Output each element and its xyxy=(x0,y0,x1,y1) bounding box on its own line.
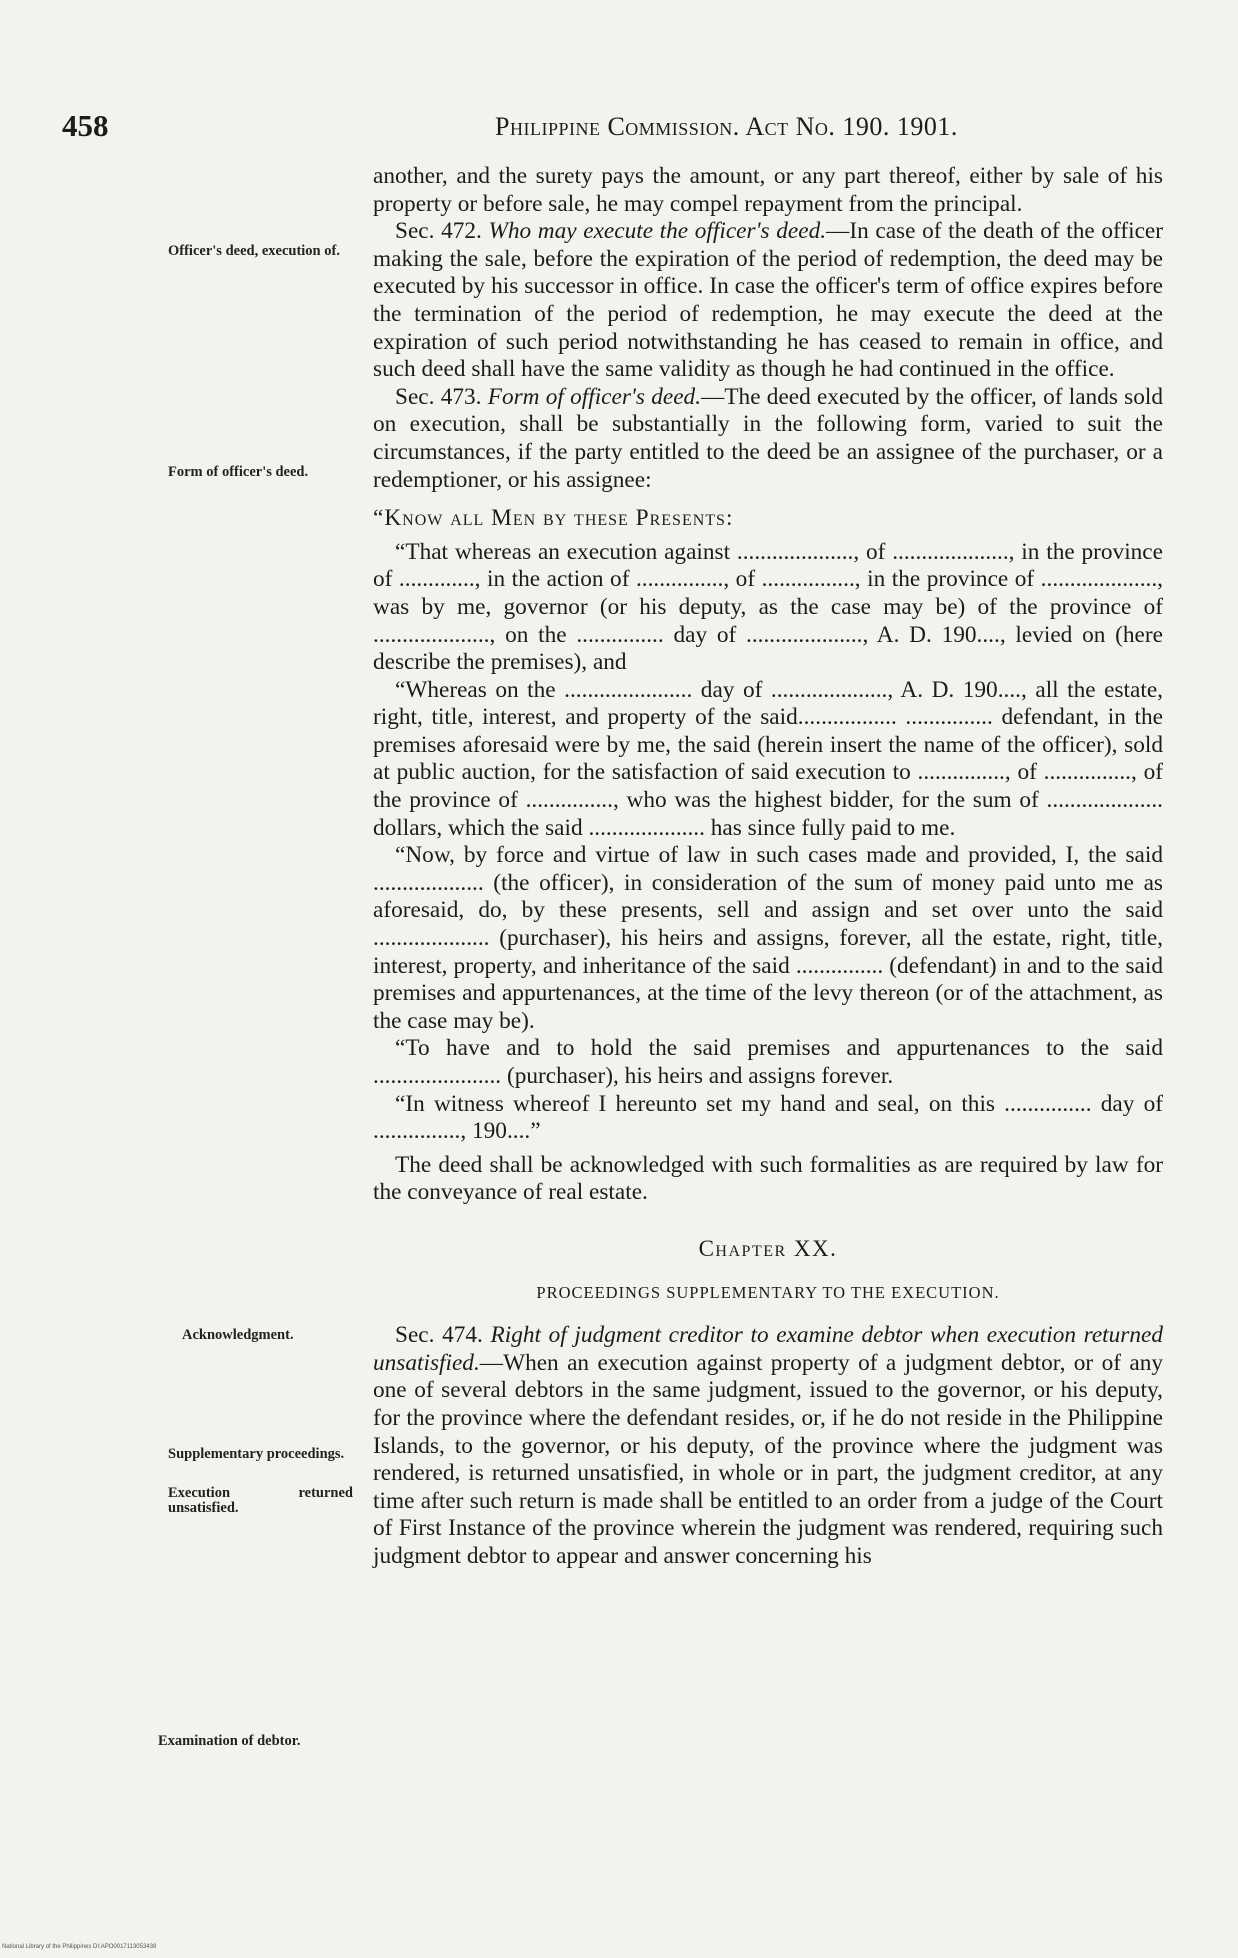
section-474-title: Right of judgment creditor to examine debtor when execution returned unsatisfied. xyxy=(373,1322,1163,1376)
section-472-title: Who may execute the officer's deed. xyxy=(488,218,827,245)
footer-credit: National Library of the Philippines DI:APO0017113053438 xyxy=(2,1944,157,1950)
chapter-subtitle: PROCEEDINGS SUPPLEMENTARY TO THE EXECUTION. xyxy=(536,1282,1000,1302)
running-head-text: Philippine Commission. Act No. 190. 1901. xyxy=(495,112,958,141)
section-474-number: Sec. 474. xyxy=(395,1322,483,1349)
margin-note-form-of-officers-deed: Form of officer's deed. xyxy=(168,464,309,480)
margin-note-acknowledgment: Acknowledgment. xyxy=(182,1327,294,1343)
section-473-text: —The deed executed by the officer, of lands sold on execution, shall be substantially in the following form, varied to suit the circumstances, if the party entitled to the deed be an assignee of the purchaser, or a redemptioner, or his assignee: xyxy=(373,383,1163,493)
chapter-heading: Chapter XX. xyxy=(698,1235,838,1261)
section-472 xyxy=(373,218,1163,384)
paragraph-continuation: another, and the surety pays the amount, or any part thereof, either by sale of his property or before sale, he may compel repayment from the principal. xyxy=(373,163,1163,217)
acknowledgment-paragraph: The deed shall be acknowledged with such formalities as are required by law for the conveyance of real estate. xyxy=(373,1151,1163,1206)
section-472-text: —In case of the death of the officer making the sale, before the expiration of the period of redemption, the deed may be executed by his successor in office. In case the officer's term of office expires before the termination of the period of redemption, he may execute the deed at the expiration of such period notwithstanding he has ceased to remain in office, and such deed shall have the same validity as though he had continued in the office. xyxy=(373,218,1164,383)
form-paragraph-1: “That whereas an execution against ...................., of ...................., in the province of ............., in the action of ..............., of ................, in the province of ...................., was by me, governor (or his deputy, as the case may be) of the province of ...................., on the ............... day of ...................., A. D. 190...., levied on (here describe the premises), and xyxy=(373,538,1163,676)
section-473 xyxy=(373,384,1163,494)
margin-note-supplementary-proceedings: Supplementary proceedings. xyxy=(168,1446,345,1462)
form-paragraph-3: “Now, by force and virtue of law in such cases made and provided, I, the said ................... (the officer), in consideration of the sum of money paid unto me as aforesaid, do, by these presents, sell and assign and set over unto the said .................... (purchaser), his heirs and assigns, forever, all the estate, right, title, interest, property, and inheritance of the said ............... (defendant) in and to the said premises and appurtenances, at the time of the levy thereon (or of the attachment, as the case may be). xyxy=(373,842,1163,1034)
section-473-title: Form of officer's deed. xyxy=(487,383,702,410)
form-heading: “Know all Men by these Presents: xyxy=(373,505,734,532)
section-474 xyxy=(373,1322,1163,1570)
section-474-text: —When an execution against property of a judgment debtor, or of any one of several debtors in the same judgment, issued to the governor, or his deputy, for the province where the defendant resides, or, if he do not reside in the Philippine Islands, to the governor, or his deputy, of the province where the judgment was rendered, is returned unsatisfied, in whole or in part, the judgment creditor, at any time after such return is made shall be entitled to an order from a judge of the Court of First Instance of the province wherein the judgment was rendered, requiring such judgment debtor to appear and answer concerning his xyxy=(373,1349,1163,1569)
margin-note-execution-returned: Execution returned unsatisfied. xyxy=(168,1485,353,1516)
form-paragraph-4: “To have and to hold the said premises and appurtenances to the said ...................... (purchaser), his heirs and assigns forever. xyxy=(373,1035,1163,1089)
running-head xyxy=(495,112,958,142)
margin-note-examination-of-debtor: Examination of debtor. xyxy=(158,1733,301,1749)
section-473-number: Sec. 473. xyxy=(395,383,482,410)
body-text-column xyxy=(373,163,1163,1571)
form-paragraph-2: “Whereas on the ...................... day of ...................., A. D. 190...., all the estate, right, title, interest, and property of the said................. ............... defendant, in the premises aforesaid were by me, the said (herein insert the name of the officer), sold at public auction, for the satisfaction of said execution to ..............., of ..............., of the province of ..............., who was the highest bidder, for the sum of .................... dollars, which the said .................... has since fully paid to me. xyxy=(373,676,1163,841)
margin-note-officers-deed-execution: Officer's deed, execution of. xyxy=(168,243,340,259)
section-472-number: Sec. 472. xyxy=(395,218,482,245)
page-number: 458 xyxy=(62,108,109,143)
form-paragraph-5: “In witness whereof I hereunto set my hand and seal, on this ............... day of ..............., 190....” xyxy=(373,1090,1163,1145)
